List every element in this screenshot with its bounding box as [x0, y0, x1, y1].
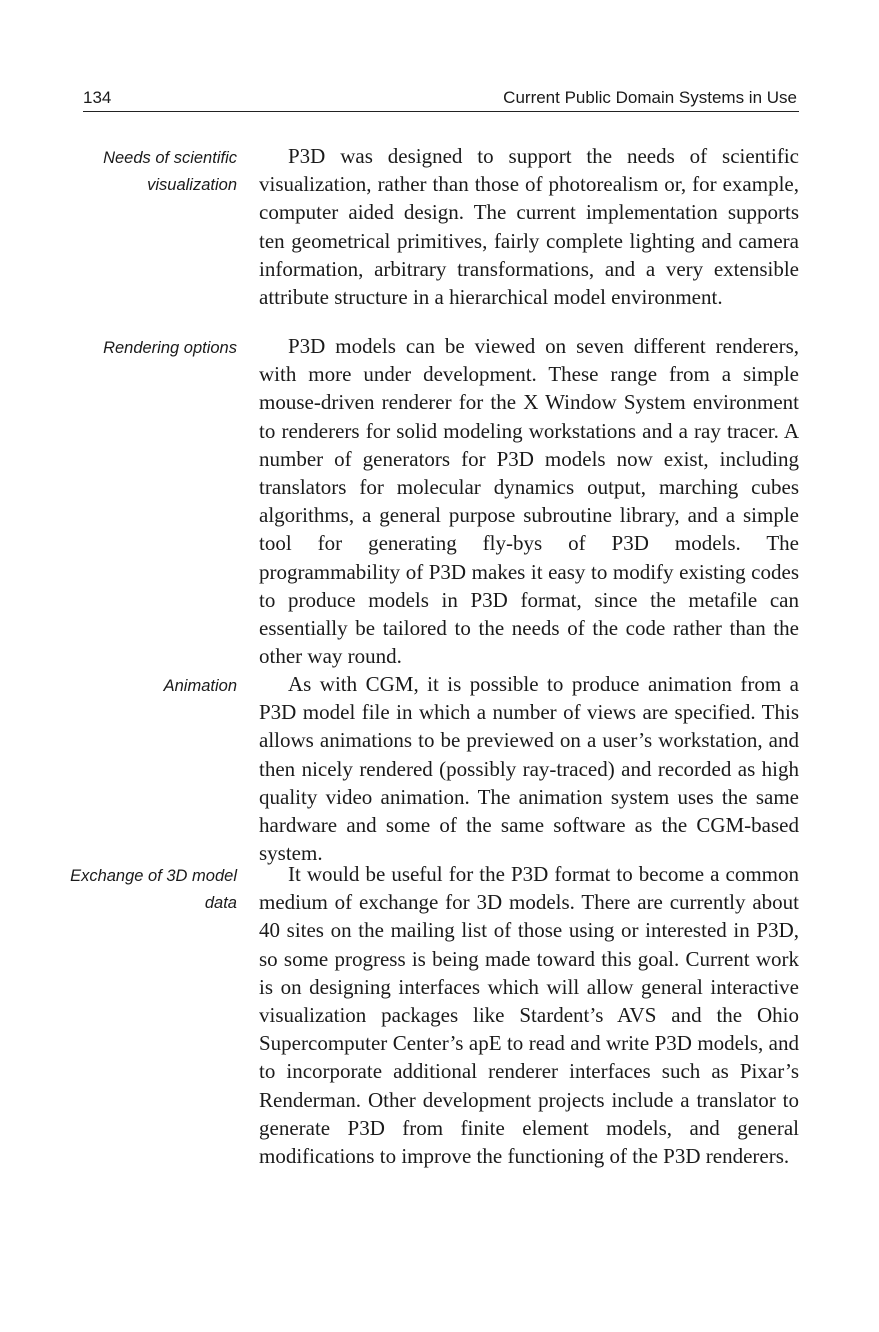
header-rule [83, 111, 799, 112]
margin-note: Animation [163, 677, 237, 695]
body-paragraph: P3D was designed to support the needs of scientific visualization, rather than those of photorealism or, for example, computer aided design. The current implementation supports ten geometrical primitives, fairly complete lighting and camera information, arbitrary transformations, and a very extensible attribute structure in a hierarchical model environment. [259, 144, 799, 310]
page-number: 134 [83, 88, 112, 107]
body-paragraph: P3D models can be viewed on seven different renderers, with more under development. These range from a simple mouse-driven renderer for the X Window System environment to renderers for solid modeling workstations and a ray tracer. A number of generators for P3D models now exist, including translators for molecular dynamics output, marching cubes algorithms, a general purpose subroutine library, and a simple tool for generating fly-bys of P3D models. The programmability of P3D makes it easy to modify existing codes to produce models in P3D format, since the metafile can essentially be tailored to the needs of the code rather than the other way round. [259, 334, 799, 669]
body-paragraph: As with CGM, it is possible to produce animation from a P3D model file in which a number of views are specified. This allows animations to be previewed on a user’s workstation, and then nicely rendered (possibly ray-traced) and recorded as high quality video animation. The animation system uses the same hardware and some of the same software as the CGM-based system. [259, 672, 799, 866]
body-paragraph: It would be useful for the P3D format to become a common medium of exchange for 3D models. There are currently about 40 sites on the mailing list of those using or interested in P3D, so some progress is being made toward this goal. Current work is on designing interfaces which will allow general interactive visualization packages like Stardent’s AVS and the Ohio Supercomputer Center’s apE to read and write P3D models, and to incorporate additional renderer interfaces such as Pixar’s Renderman. Other development projects include a translator to generate P3D from finite element models, and general modifications to improve the functioning of the P3D renderers. [259, 862, 799, 1169]
margin-note: Exchange of 3D model data [70, 867, 237, 912]
running-head [83, 86, 797, 110]
margin-note: Needs of scientific visualization [103, 149, 237, 194]
margin-note: Rendering options [103, 339, 237, 357]
running-title: Current Public Domain Systems in Use [503, 88, 797, 107]
